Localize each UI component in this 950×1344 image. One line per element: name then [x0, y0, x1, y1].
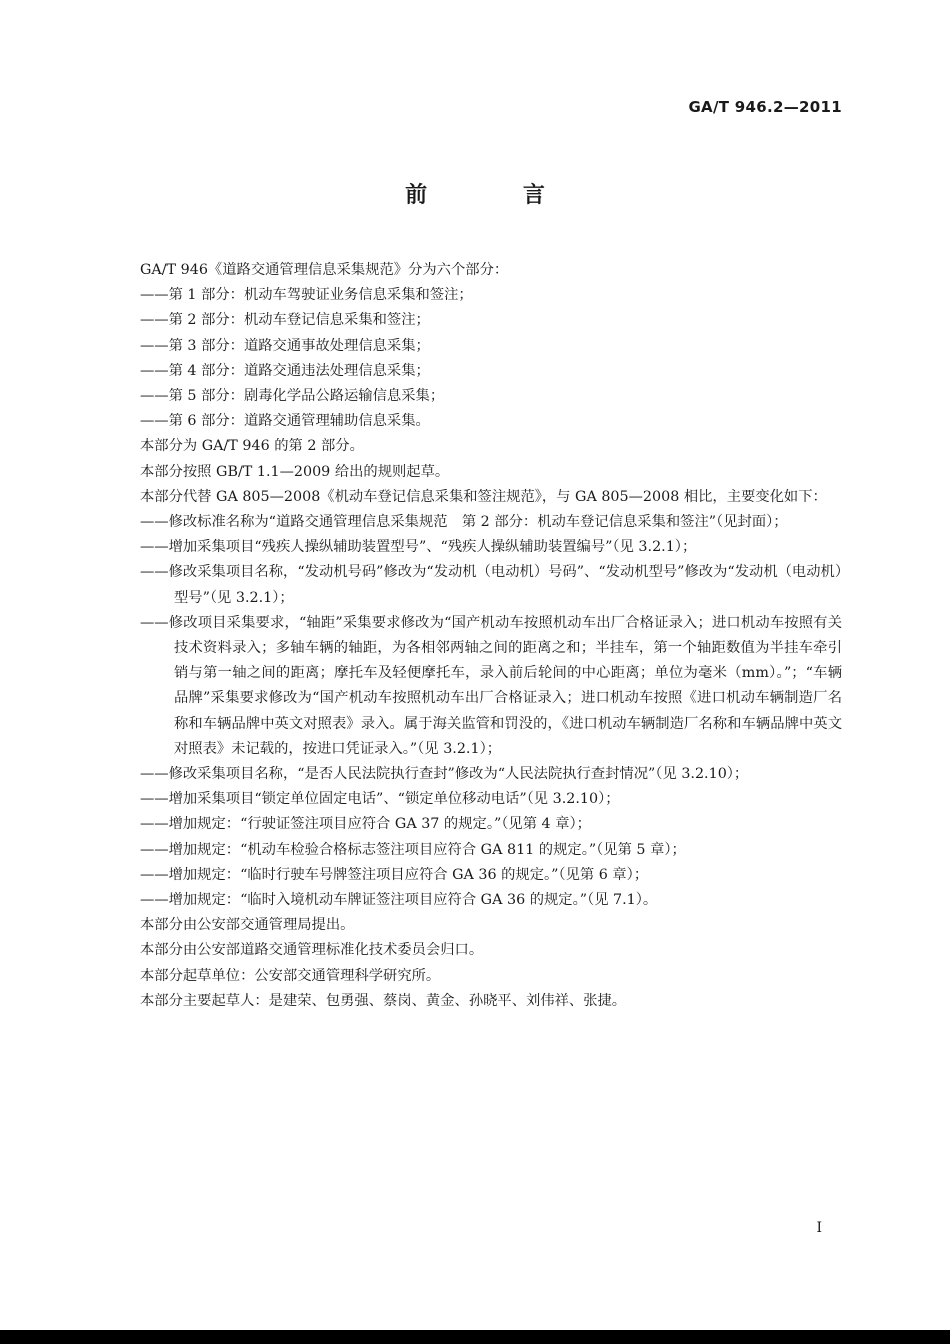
paragraph: 本部分为 GA/T 946 的第 2 部分。 [140, 438, 364, 455]
foreword-body [108, 258, 842, 1014]
list-item: ——增加采集项目“锁定单位固定电话”、“锁定单位移动电话”（见 3.2.10）； [140, 791, 620, 808]
page-title: 前 言 [405, 183, 589, 208]
list-item: ——第 1 部分：机动车驾驶证业务信息采集和签注； [140, 287, 473, 304]
list-item: ——增加规定：“行驶证签注项目应符合 GA 37 的规定。”（见第 4 章）； [140, 816, 591, 833]
list-item: ——增加规定：“临时入境机动车牌证签注项目应符合 GA 36 的规定。”（见 7.1）。 [140, 892, 658, 909]
paragraph: 本部分由公安部道路交通管理标准化技术委员会归口。 [140, 942, 484, 959]
paragraph: 本部分由公安部交通管理局提出。 [140, 917, 355, 934]
list-item: ——增加采集项目“残疾人操纵辅助装置型号”、“残疾人操纵辅助装置编号”（见 3.2.1）； [140, 539, 697, 556]
paragraph: 本部分主要起草人：是建荣、包勇强、蔡岗、黄金、孙晓平、刘伟祥、张捷。 [140, 992, 627, 1009]
list-item: ——修改项目采集要求，“轴距”采集要求修改为“国产机动车按照机动车出厂合格证录入；进口机动车按照有关技术资料录入；多轴车辆的轴距，为各相邻两轴之间的距离之和；半挂车，第一个轴距数值为半挂车牵引销与第一轴之间的距离；摩托车及轻便摩托车，录入前后轮间的中心距离；单位为毫米（mm）。”；“车辆品牌”采集要求修改为“国产机动车按照机动车出厂合格证录入；进口机动车按照《进口机动车辆制造厂名称和车辆品牌中英文对照表》录入。属于海关监管和罚没的，《进口机动车辆制造厂名称和车辆品牌中英文对照表》未记载的，按进口凭证录入。”（见 3.2.1）； [140, 614, 842, 757]
standard-number: GA/T 946.2—2011 [688, 98, 842, 116]
paragraph: GA/T 946《道路交通管理信息采集规范》分为六个部分： [140, 262, 509, 278]
list-item: ——第 2 部分：机动车登记信息采集和签注； [140, 312, 430, 329]
list-item: ——第 5 部分：剧毒化学品公路运输信息采集； [140, 388, 445, 405]
list-item: ——修改采集项目名称，“发动机号码”修改为“发动机（电动机）号码”、“发动机型号”修改为“发动机（电动机）型号”（见 3.2.1）； [140, 564, 842, 606]
paragraph: 本部分起草单位：公安部交通管理科学研究所。 [140, 967, 441, 984]
list-item: ——增加规定：“机动车检验合格标志签注项目应符合 GA 811 的规定。”（见第 5 章）； [140, 841, 686, 858]
page-number: I [816, 1220, 822, 1236]
list-item: ——第 4 部分：道路交通违法处理信息采集； [140, 362, 430, 379]
paragraph: 本部分按照 GB/T 1.1—2009 给出的规则起草。 [140, 463, 450, 480]
list-item: ——第 6 部分：道路交通管理辅助信息采集。 [140, 413, 430, 430]
list-item: ——增加规定：“临时行驶车号牌签注项目应符合 GA 36 的规定。”（见第 6 章）； [140, 866, 649, 883]
list-item: ——修改标准名称为“道路交通管理信息采集规范 第 2 部分：机动车登记信息采集和签注”（见封面）； [140, 514, 788, 531]
list-item: ——第 3 部分：道路交通事故处理信息采集； [140, 337, 430, 354]
list-item: ——修改采集项目名称，“是否人民法院执行查封”修改为“人民法院执行查封情况”（见 3.2.10）； [140, 766, 749, 783]
bottom-border [0, 1330, 950, 1344]
paragraph: 本部分代替 GA 805—2008《机动车登记信息采集和签注规范》，与 GA 805—2008 相比，主要变化如下： [140, 488, 827, 505]
